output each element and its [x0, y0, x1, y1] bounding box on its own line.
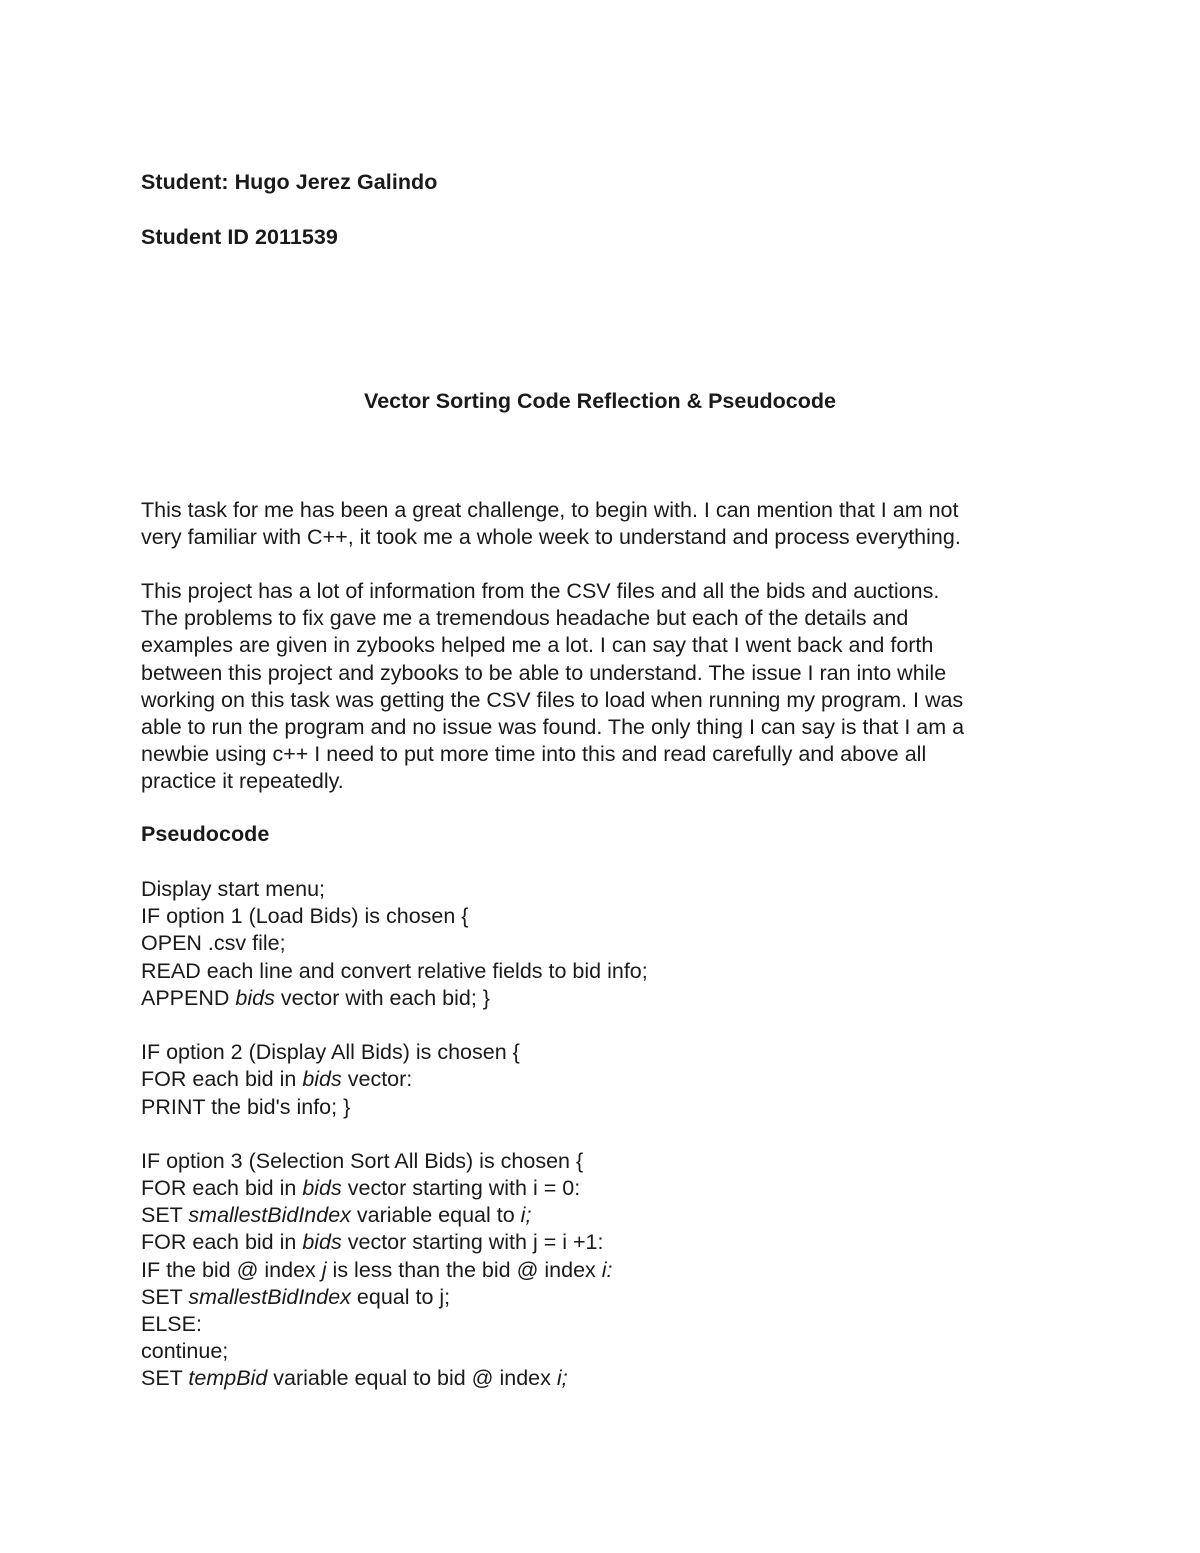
code-line: FOR each bid in bids vector:	[141, 1067, 413, 1092]
code-line: Display start menu;	[141, 877, 326, 901]
paragraph-line: This project has a lot of information from the CSV files and all the bids and auctions.	[141, 579, 940, 603]
paragraph-line: The problems to fix gave me a tremendous headache but each of the details and	[141, 606, 909, 631]
student-name: Student: Hugo Jerez Galindo	[141, 170, 438, 194]
code-line: SET smallestBidIndex equal to j;	[141, 1284, 451, 1309]
code-line: IF option 2 (Display All Bids) is chosen {	[141, 1040, 520, 1065]
code-line: IF option 3 (Selection Sort All Bids) is chosen {	[141, 1148, 584, 1173]
paragraph-line: This task for me has been a great challenge, to begin with. I can mention that I am not	[141, 498, 959, 522]
code-line: ELSE:	[141, 1312, 202, 1336]
code-line: PRINT the bid's info; }	[141, 1094, 351, 1119]
paragraph-line: newbie using c++ I need to put more time into this and read carefully and above all	[141, 742, 927, 767]
student-id: Student ID 2011539	[141, 225, 338, 249]
code-line: SET smallestBidIndex variable equal to i;	[141, 1203, 532, 1228]
paragraph-reflection	[141, 578, 1061, 796]
paragraph-line: working on this task was getting the CSV files to load when running my program. I was	[141, 687, 964, 712]
paragraph-intro	[141, 497, 1061, 551]
paragraph-line: very familiar with C++, it took me a whole week to understand and process everything.	[141, 525, 961, 550]
paragraph-line: between this project and zybooks to be able to understand. The issue I ran into while	[141, 660, 947, 685]
code-line: FOR each bid in bids vector starting with i = 0:	[141, 1176, 581, 1201]
document-title: Vector Sorting Code Reflection & Pseudocode	[364, 389, 836, 413]
code-line: continue;	[141, 1339, 229, 1364]
code-line: APPEND bids vector with each bid; }	[141, 985, 490, 1010]
paragraph-line: practice it repeatedly.	[141, 769, 344, 794]
paragraph-line: examples are given in zybooks helped me a lot. I can say that I went back and forth	[141, 633, 934, 658]
paragraph-line: able to run the program and no issue was found. The only thing I can say is that I am a	[141, 715, 965, 740]
code-line: READ each line and convert relative fields to bid info;	[141, 958, 648, 983]
code-line: IF option 1 (Load Bids) is chosen {	[141, 904, 469, 929]
code-line: IF the bid @ index j is less than the bid @ index i:	[141, 1257, 613, 1282]
code-line: SET tempBid variable equal to bid @ index i;	[141, 1366, 568, 1391]
pseudocode-block	[141, 876, 648, 1393]
pseudocode-heading: Pseudocode	[141, 822, 270, 846]
code-line: OPEN .csv file;	[141, 931, 286, 956]
code-line: FOR each bid in bids vector starting with j = i +1:	[141, 1230, 604, 1255]
